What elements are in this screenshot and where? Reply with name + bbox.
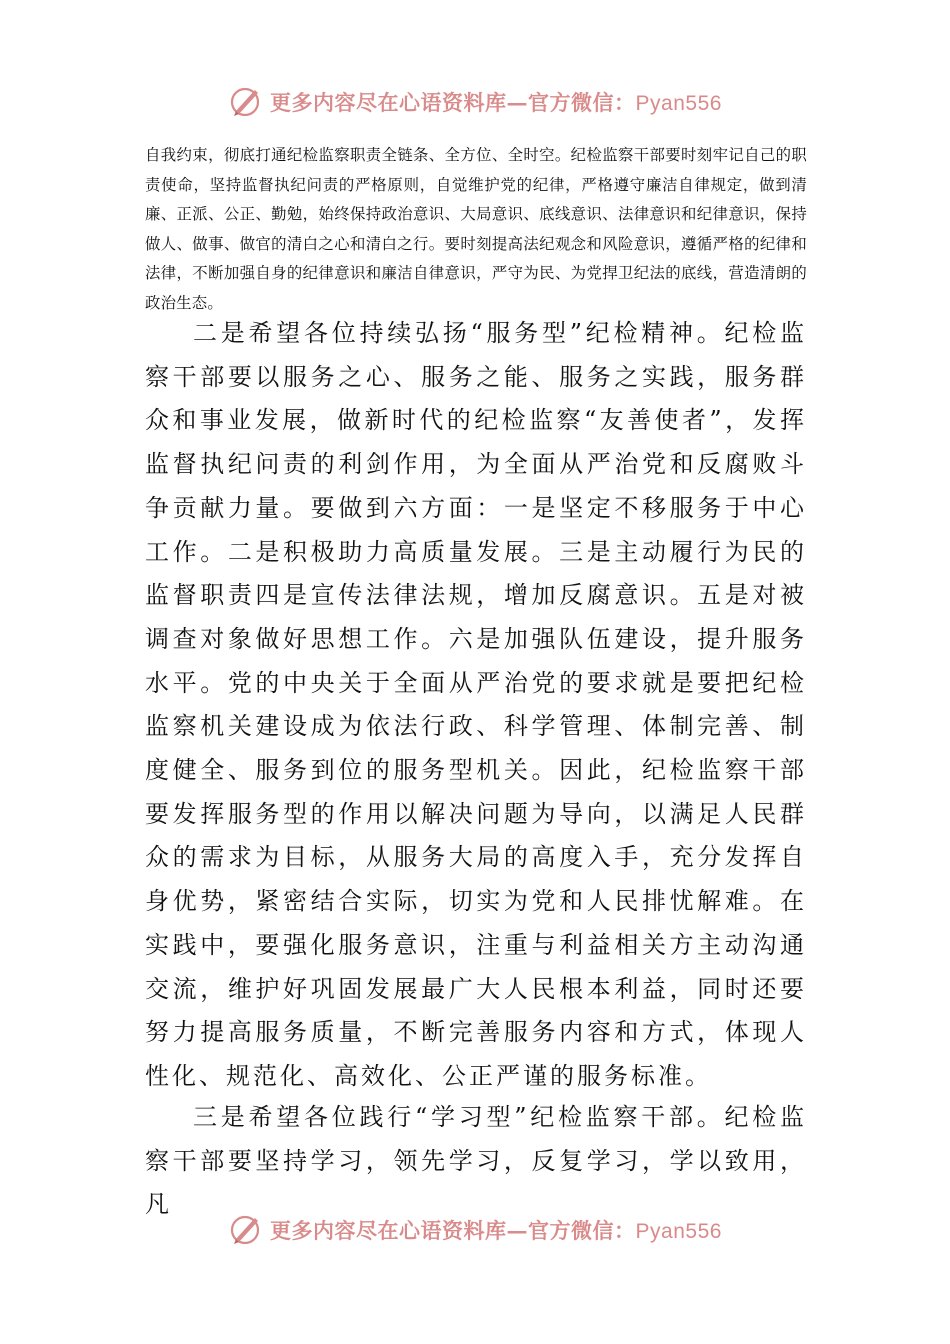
paragraph-1: 自我约束，彻底打通纪检监察职责全链条、全方位、全时空。纪检监察干部要时刻牢记自己的职责使命，坚持监督执纪问责的严格原则，自觉维护党的纪律，严格遵守廉洁自律规定，做到清廉、正派、公正、勤勉，始终保持政治意识、大局意识、底线意识、法律意识和纪律意识，保持做人、做事、做官的清白之心和清白之行。要时刻提高法纪观念和风险意识，遵循严格的纪律和法律，不断加强自身的纪律意识和廉洁自律意识，严守为民、为党捍卫纪法的底线，营造清朗的政治生态。 — [145, 146, 807, 312]
footer-banner — [0, 1210, 950, 1250]
paragraph-3: 三是希望各位践行“学习型”纪检监察干部。纪检监察干部要坚持学习，领先学习，反复学习，学以致用，凡 — [145, 1103, 807, 1219]
header-banner-main: 更多内容尽在心语资料库—官方微信： — [270, 90, 636, 115]
header-banner-id: Pyan556 — [635, 92, 722, 115]
header-banner — [0, 82, 950, 122]
pen-logo-icon — [228, 1212, 264, 1248]
footer-banner-id: Pyan556 — [635, 1220, 722, 1243]
header-banner-text — [270, 87, 722, 117]
footer-banner-main: 更多内容尽在心语资料库—官方微信： — [270, 1218, 636, 1243]
footer-banner-text — [270, 1215, 722, 1245]
pen-logo-icon — [228, 84, 264, 120]
paragraph-2: 二是希望各位持续弘扬“服务型”纪检精神。纪检监察干部要以服务之心、服务之能、服务之实践，服务群众和事业发展，做新时代的纪检监察“友善使者”，发挥监督执纪问责的利剑作用，为全面从严治党和反腐败斗争贡献力量。要做到六方面：一是坚定不移服务于中心工作。二是积极助力高质量发展。三是主动履行为民的监督职责四是宣传法律法规，增加反腐意识。五是对被调查对象做好思想工作。六是加强队伍建设，提升服务水平。党的中央关于全面从严治党的要求就是要把纪检监察机关建设成为依法行政、科学管理、体制完善、制度健全、服务到位的服务型机关。因此，纪检监察干部要发挥服务型的作用以解决问题为导向，以满足人民群众的需求为目标，从服务大局的高度入手，充分发挥自身优势，紧密结合实际，切实为党和人民排忧解难。在实践中，要强化服务意识，注重与利益相关方主动沟通交流，维护好巩固发展最广大人民根本利益，同时还要努力提高服务质量，不断完善服务内容和方式，体现人性化、规范化、高效化、公正严谨的服务标准。 — [145, 319, 807, 1090]
